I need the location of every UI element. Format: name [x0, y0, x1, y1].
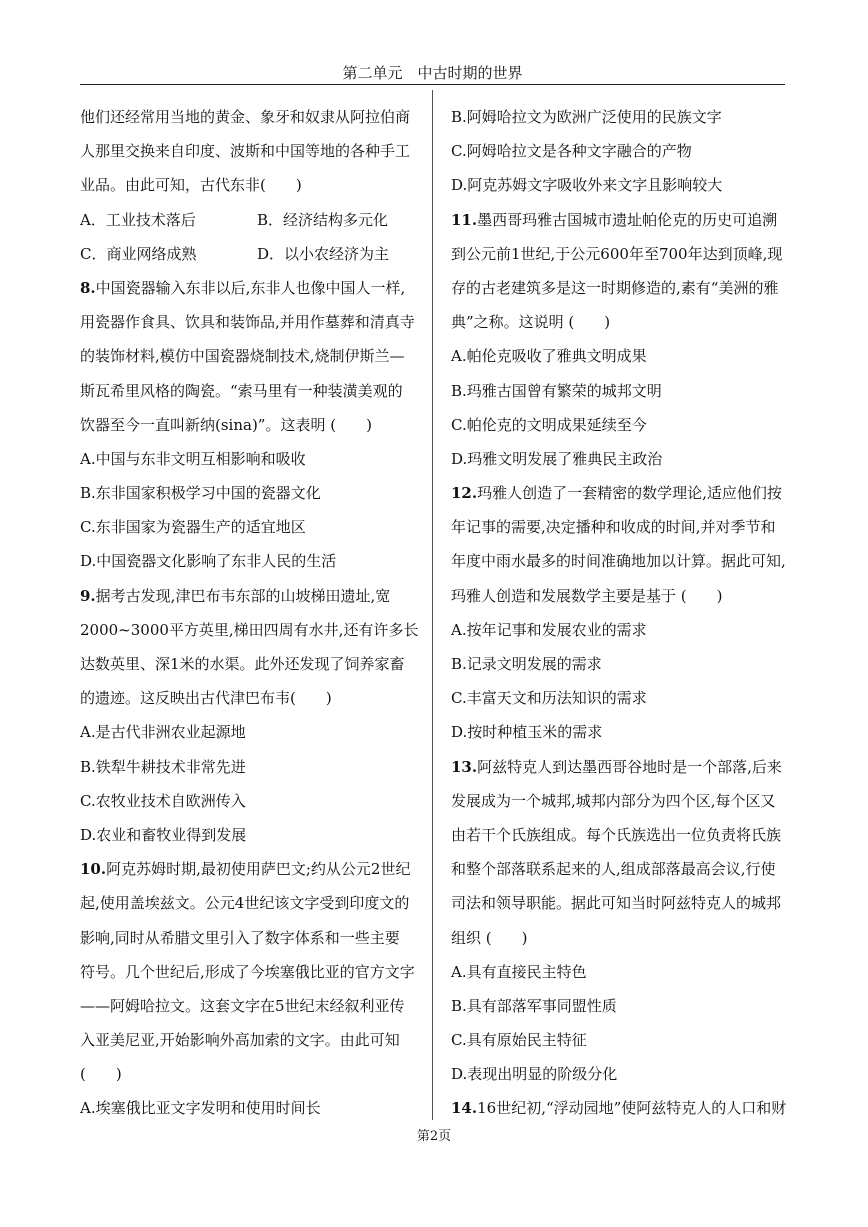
q7-option-row: [80, 237, 434, 271]
q13-line: 和整个部落联系起来的人,组成部落最高会议,行使: [451, 860, 776, 879]
question-number: 9.: [80, 586, 96, 605]
q7-option-d: D．以小农经济为主: [257, 244, 390, 263]
q12-option-b: B.记录文明发展的需求: [451, 655, 602, 673]
q8-line: 的装饰材料,模仿中国瓷器烧制技术,烧制伊斯兰—: [80, 347, 405, 366]
q11-stem: 11.墨西哥玛雅古国城市遗址帕伦克的历史可追溯: [451, 210, 778, 229]
right-column: [451, 100, 805, 1126]
q13-line: 司法和领导职能。据此可知当时阿兹特克人的城邦: [451, 894, 782, 913]
q9-option-c: C.农牧业技术自欧洲传入: [80, 791, 246, 810]
q12-line: 年记事的需要,决定播种和收成的时间,并对季节和: [451, 518, 776, 537]
q9-line: 的遗迹。这反映出古代津巴布韦( ): [80, 689, 332, 708]
q11-line: 存的古老建筑多是这一时期修造的,素有“美洲的雅: [451, 278, 779, 297]
q11-line: 典”之称。这说明 ( ): [451, 313, 611, 332]
q8-option-a: A.中国与东非文明互相影响和吸收: [80, 449, 306, 468]
q8-line: 用瓷器作食具、饮具和装饰品,并用作墓葬和清真寺: [80, 313, 415, 332]
page-header: [80, 58, 785, 85]
question-number: 12.: [451, 484, 478, 503]
left-column: [80, 100, 434, 1126]
q8-line: 斯瓦希里风格的陶瓷。“索马里有一种装潢美观的: [80, 381, 403, 400]
page-number: 第2页: [416, 1129, 452, 1144]
q11-option-a: A.帕伦克吸收了雅典文明成果: [451, 347, 647, 366]
q7-option-row: [80, 203, 434, 237]
q10-line: ——阿姆哈拉文。这套文字在5世纪末经叙利亚传: [80, 996, 405, 1015]
q10-stem: 10.阿克苏姆时期,最初使用萨巴文;约从公元2世纪: [80, 860, 411, 879]
question-number: 14.: [451, 1099, 478, 1118]
q8-option-d: D.中国瓷器文化影响了东非人民的生活: [80, 552, 337, 571]
q10-line: ( ): [80, 1065, 122, 1084]
q8-stem: 8.中国瓷器输入东非以后,东非人也像中国人一样,: [80, 278, 406, 297]
q12-stem: 12.玛雅人创造了一套精密的数学理论,适应他们按: [451, 484, 782, 503]
q12-option-d: D.按时种植玉米的需求: [451, 723, 603, 742]
q8-option-c: C.东非国家为瓷器生产的适宜地区: [80, 518, 306, 537]
q13-line: 由若干个氏族组成。每个氏族选出一位负责将氏族: [451, 825, 782, 844]
q12-option-a: A.按年记事和发展农业的需求: [451, 620, 647, 639]
q9-option-b: B.铁犁牛耕技术非常先进: [80, 757, 246, 776]
q9-stem: 9.据考古发现,津巴布韦东部的山坡梯田遗址,宽: [80, 586, 391, 605]
q13-option-d: D.表现出明显的阶级分化: [451, 1065, 618, 1084]
q13-option-a: A.具有直接民主特色: [451, 962, 587, 981]
q10-line: 入亚美尼亚,开始影响外高加索的文字。由此可知: [80, 1031, 400, 1050]
q7-option-a: A．工业技术落后: [80, 210, 196, 229]
q13-option-c: C.具有原始民主特征: [451, 1031, 587, 1050]
q13-line: 发展成为一个城邦,城邦内部分为四个区,每个区又: [451, 791, 776, 810]
question-number: 8.: [80, 278, 96, 297]
question-number: 13.: [451, 757, 478, 776]
q9-option-d: D.农业和畜牧业得到发展: [80, 825, 247, 844]
q10-option-d: D.阿克苏姆文字吸收外来文字且影响较大: [451, 176, 723, 195]
q11-option-d: D.玛雅文明发展了雅典民主政治: [451, 449, 663, 468]
q7-line: 业品。由此可知，古代东非( ): [80, 176, 302, 195]
q10-line: 起,使用盖埃兹文。公元4世纪该文字受到印度文的: [80, 894, 410, 913]
q9-option-a: A.是古代非洲农业起源地: [80, 723, 246, 742]
q12-line: 年度中雨水最多的时间准确地加以计算。据此可知,: [451, 552, 786, 571]
q8-option-b: B.东非国家积极学习中国的瓷器文化: [80, 484, 321, 503]
q13-stem: 13.阿兹特克人到达墨西哥谷地时是一个部落,后来: [451, 757, 782, 776]
q10-line: 符号。几个世纪后,形成了今埃塞俄比亚的官方文字: [80, 962, 415, 981]
q10-option-c: C.阿姆哈拉文是各种文字融合的产物: [451, 142, 692, 161]
q7-option-b: B．经济结构多元化: [257, 210, 389, 229]
q7-line: 他们还经常用当地的黄金、象牙和奴隶从阿拉伯商: [80, 108, 411, 126]
q9-line: 达数英里、深1米的水渠。此外还发现了饲养家畜: [80, 655, 405, 673]
unit-title: 第二单元 中古时期的世界: [342, 64, 523, 82]
q10-line: 影响,同时从希腊文里引入了数字体系和一些主要: [80, 928, 400, 947]
q11-option-b: B.玛雅古国曾有繁荣的城邦文明: [451, 381, 662, 400]
question-number: 10.: [80, 860, 107, 879]
q13-option-b: B.具有部落军事同盟性质: [451, 996, 617, 1015]
q10-option-a: A.埃塞俄比亚文字发明和使用时间长: [80, 1099, 321, 1118]
q14-stem: 14.16世纪初,“浮动园地”使阿兹特克人的人口和财: [451, 1099, 787, 1118]
question-number: 11.: [451, 210, 478, 229]
q12-line: 玛雅人创造和发展数学主要是基于 ( ): [451, 586, 723, 605]
q7-option-c: C．商业网络成熟: [80, 244, 197, 263]
q10-option-b: B.阿姆哈拉文为欧洲广泛使用的民族文字: [451, 108, 722, 126]
q9-line: 2000~3000平方英里,梯田四周有水井,还有许多长: [80, 620, 419, 639]
q8-line: 饮器至今一直叫新纳(sina)”。这表明 ( ): [80, 415, 372, 434]
q11-line: 到公元前1世纪,于公元600年至700年达到顶峰,现: [451, 244, 783, 263]
q7-line: 人那里交换来自印度、波斯和中国等地的各种手工: [80, 142, 411, 161]
q13-line: 组织 ( ): [451, 928, 528, 947]
q12-option-c: C.丰富天文和历法知识的需求: [451, 689, 647, 708]
q11-option-c: C.帕伦克的文明成果延续至今: [451, 415, 647, 434]
